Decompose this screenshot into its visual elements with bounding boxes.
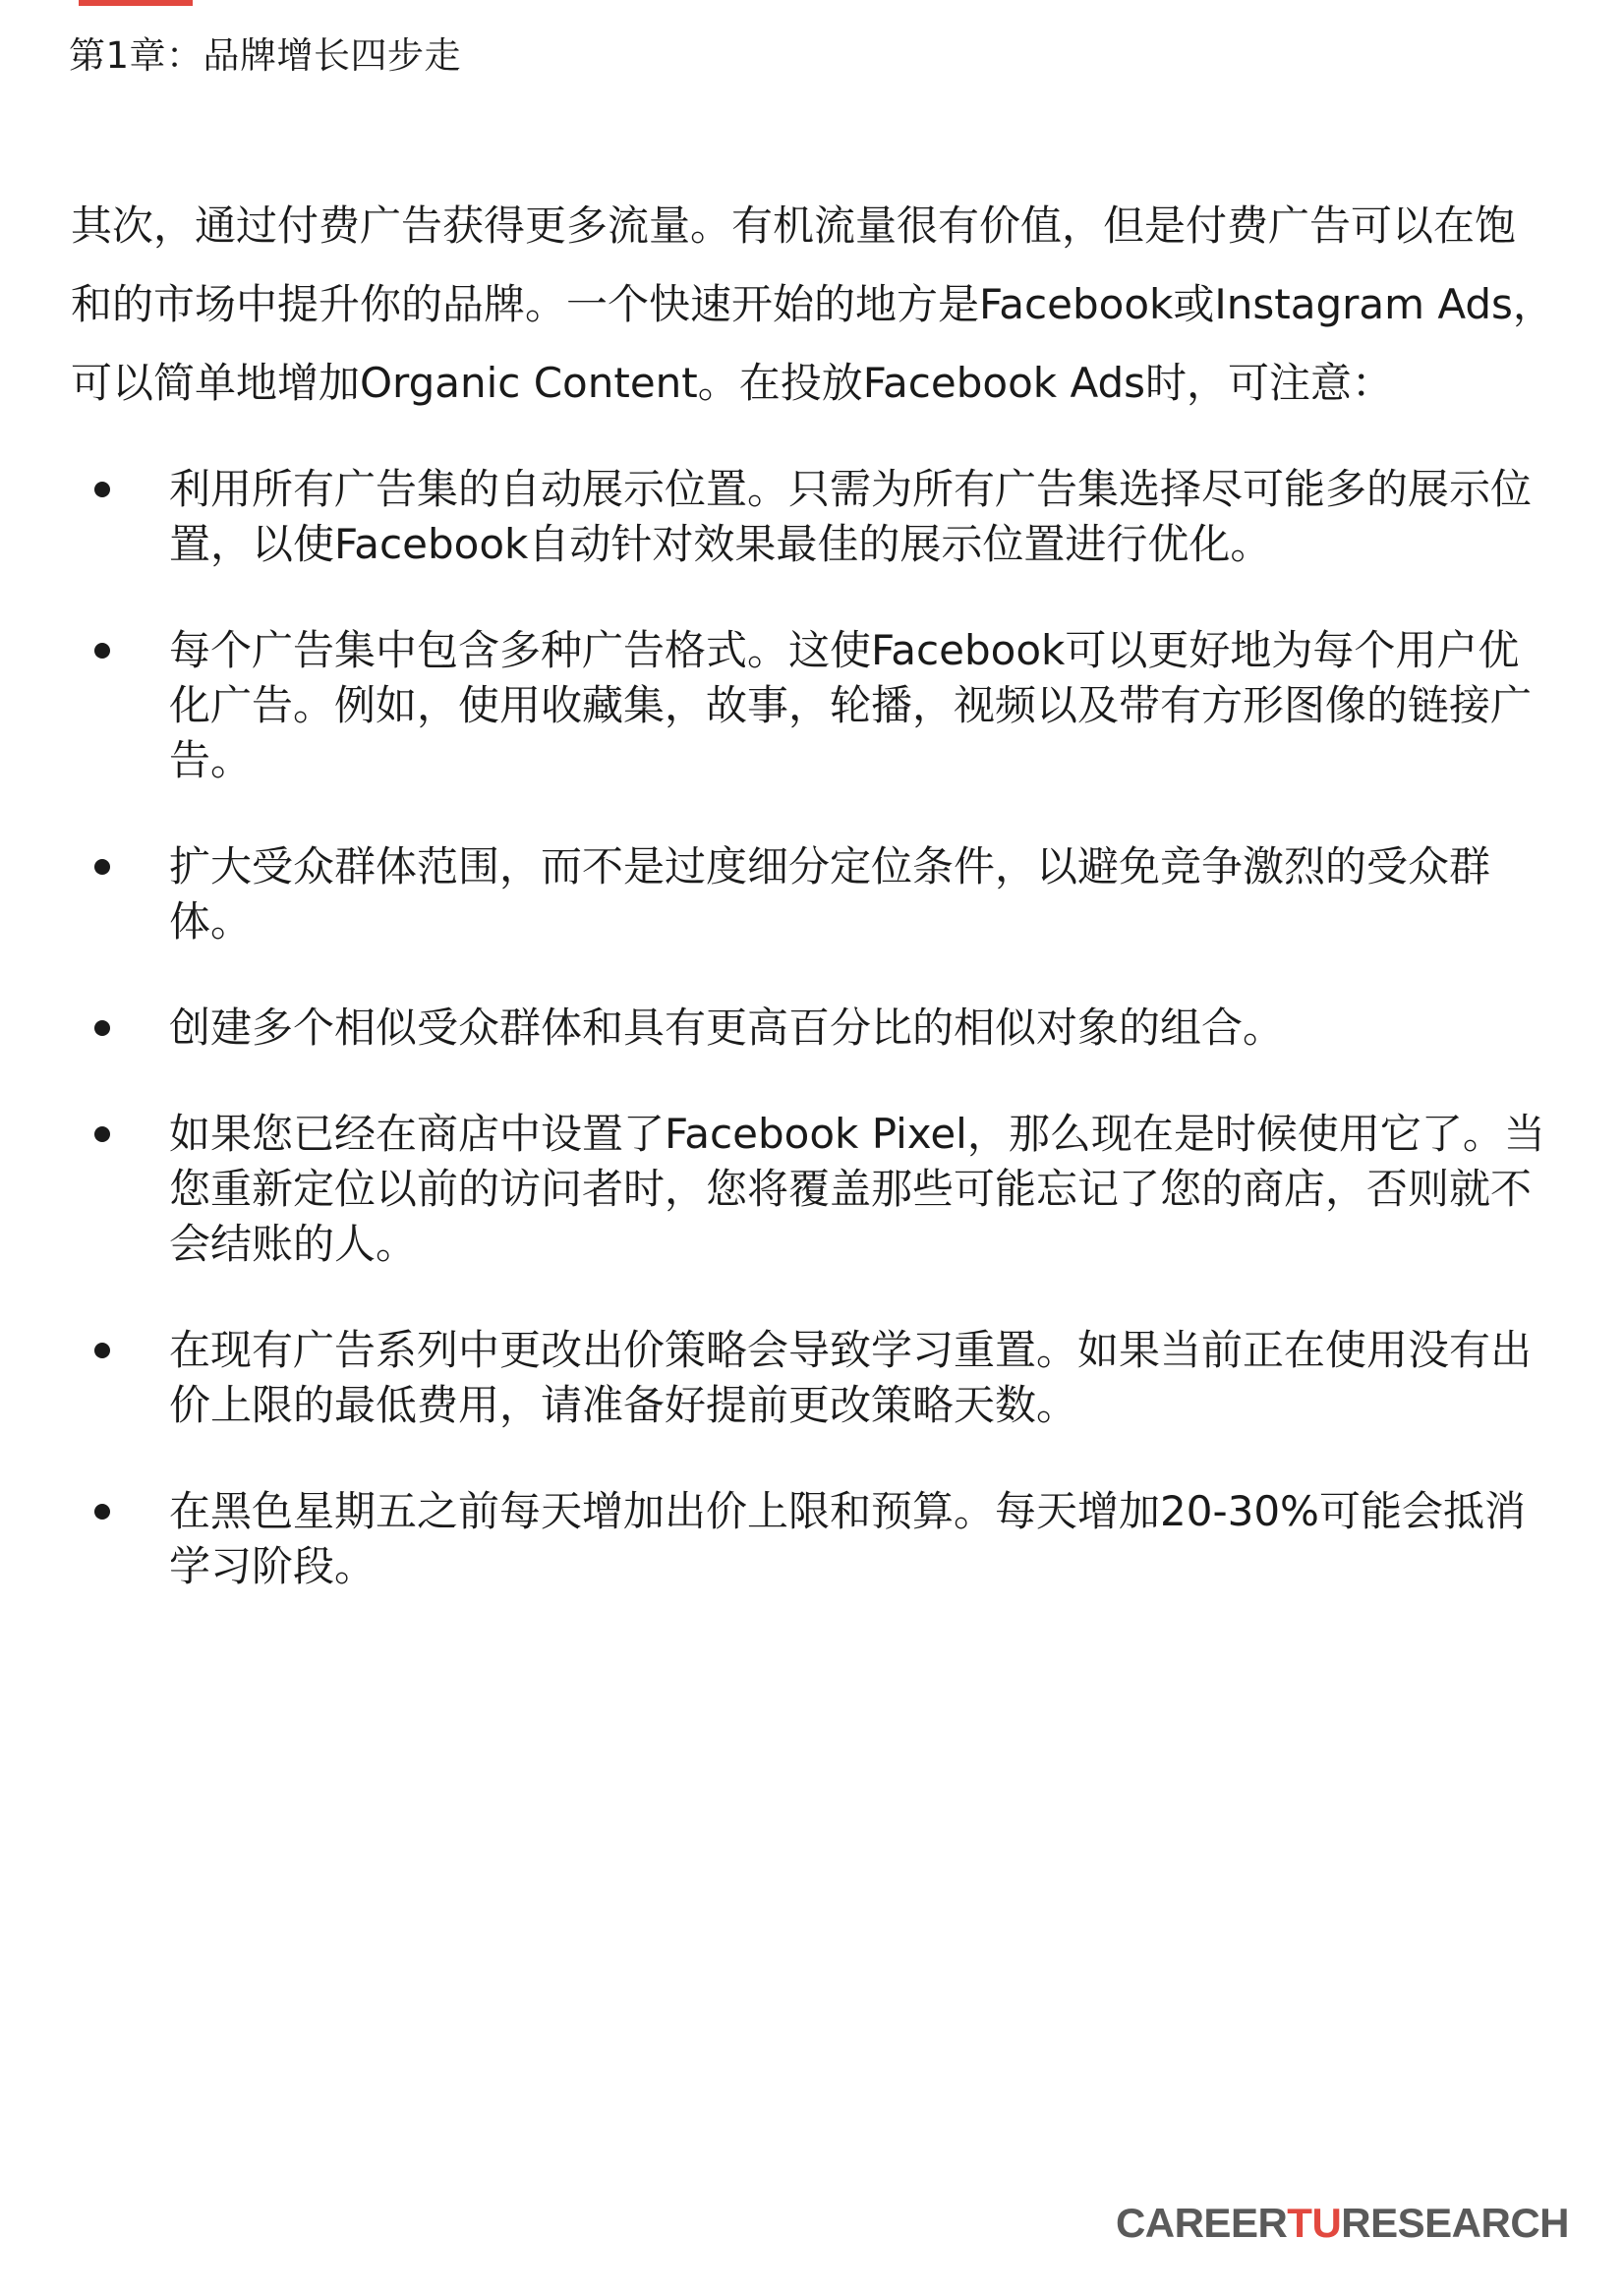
bullet-icon [94,643,110,659]
bullet-list [0,462,1624,1645]
list-item [0,623,1624,788]
list-item-text: 利用所有广告集的自动展示位置。只需为所有广告集选择尽可能多的展示位置，以使Facebook自动针对效果最佳的展示位置进行优化。 [169,465,1533,568]
list-item [0,1107,1624,1272]
list-item [0,1484,1624,1594]
logo-text-research: RESEARCH [1341,2200,1569,2246]
bullet-icon [94,1020,110,1036]
logo-text-tu: TU [1287,2200,1342,2246]
careertu-research-logo [1116,2200,1569,2247]
list-item-text: 在现有广告系列中更改出价策略会导致学习重置。如果当前正在使用没有出价上限的最低费用，请准备好提前更改策略天数。 [169,1326,1533,1429]
list-item-text: 创建多个相似受众群体和具有更高百分比的相似对象的组合。 [169,1004,1285,1052]
list-item-text: 如果您已经在商店中设置了Facebook Pixel，那么现在是时候使用它了。当您重新定位以前的访问者时，您将覆盖那些可能忘记了您的商店，否则就不会结账的人。 [169,1110,1545,1268]
chapter-title: 第1章：品牌增长四步走 [69,34,462,77]
top-accent-bar [79,0,193,6]
bullet-icon [94,482,110,497]
list-item [0,1323,1624,1433]
bullet-icon [94,1504,110,1520]
list-item-text: 在黑色星期五之前每天增加出价上限和预算。每天增加20-30%可能会抵消学习阶段。 [169,1487,1526,1590]
logo-text-career: CAREER [1115,2200,1288,2246]
intro-paragraph: 其次，通过付费广告获得更多流量。有机流量很有价值，但是付费广告可以在饱和的市场中提升你的品牌。一个快速开始的地方是Facebook或Instagram Ads，可以简单地增加Organic Content。在投放Facebook Ads时，可注意： [71,201,1554,407]
list-item [0,462,1624,572]
bullet-icon [94,859,110,875]
list-item [0,1001,1624,1056]
bullet-icon [94,1343,110,1358]
list-item-text: 扩大受众群体范围，而不是过度细分定位条件，以避免竞争激烈的受众群体。 [169,842,1491,946]
list-item-text: 每个广告集中包含多种广告格式。这使Facebook可以更好地为每个用户优化广告。例如，使用收藏集，故事，轮播，视频以及带有方形图像的链接广告。 [169,626,1533,784]
bullet-icon [94,1126,110,1142]
list-item [0,839,1624,949]
